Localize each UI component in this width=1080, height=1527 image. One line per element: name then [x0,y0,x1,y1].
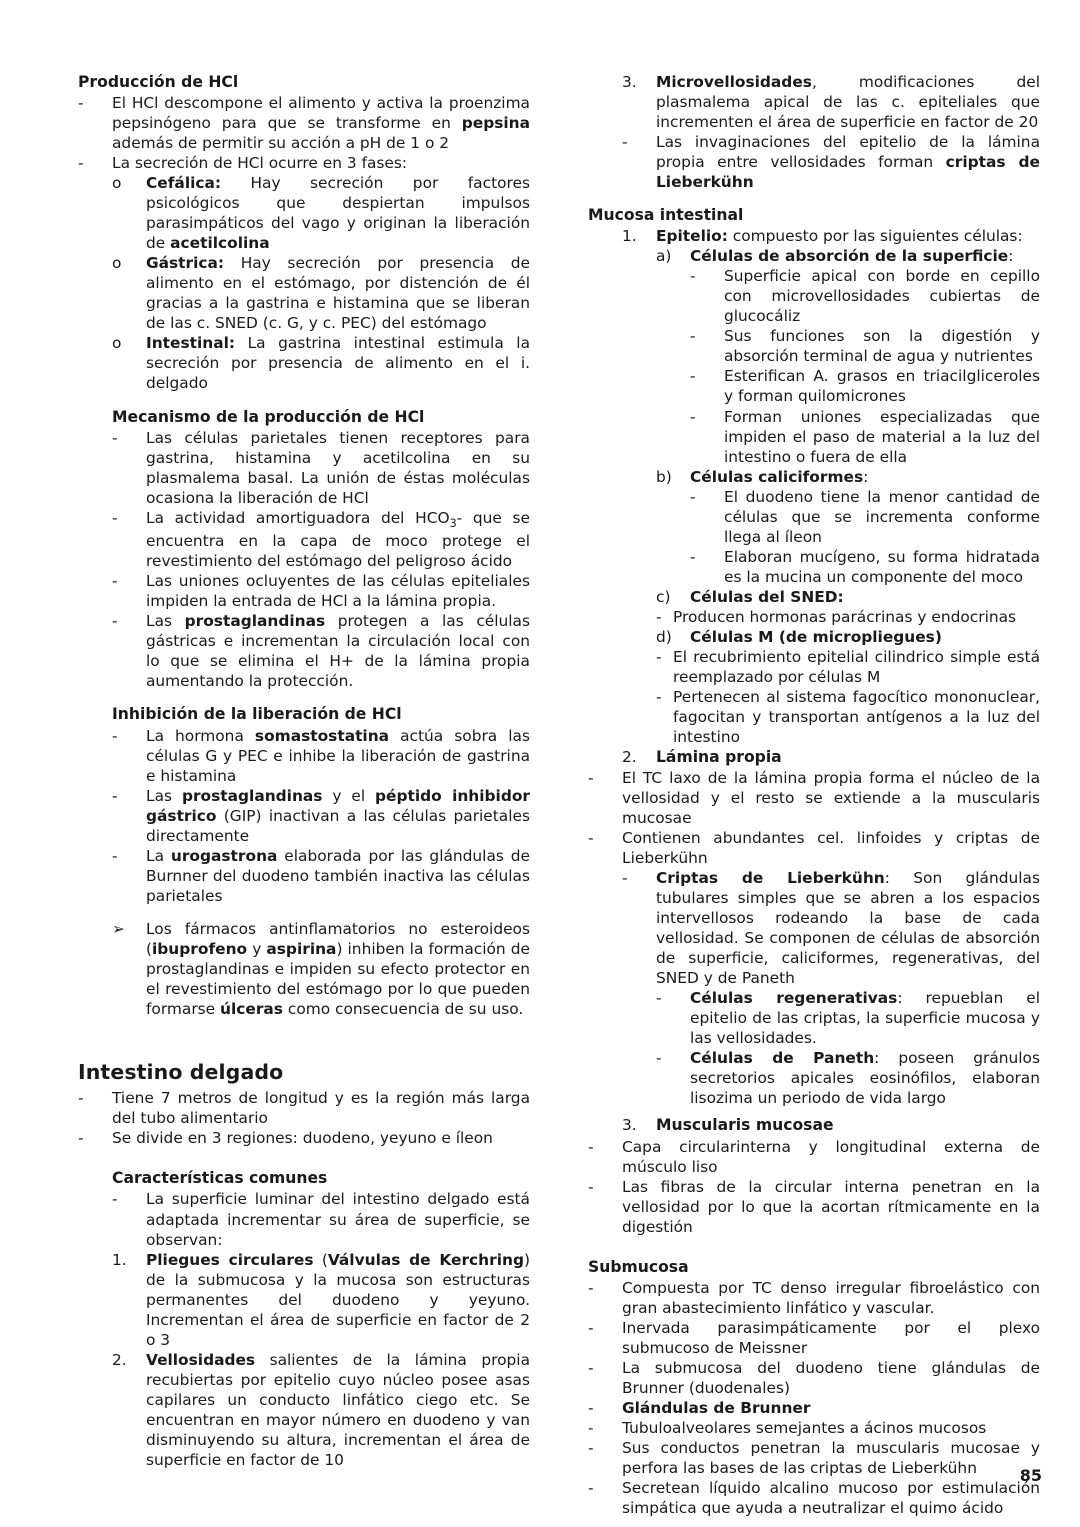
list-intestino-delgado [78,1088,530,1148]
list-item-text: Las invaginaciones del epitelio de la lámina propia entre vellosidades forman criptas de Lieberkühn [656,133,1040,192]
list-item-text: Células de Paneth: poseen gránulos secretorios apicales eosinófilos, elaboran lisozima un periodo de vida largo [690,1049,1040,1108]
list-marker: - [78,94,84,113]
cell-detail-item [588,487,1040,547]
heading-lamina-propia: Lámina propia [656,747,782,766]
list-marker: - [656,687,662,706]
left-column [78,72,530,1470]
list-item [78,571,530,611]
list-item [78,333,530,393]
list-item [588,988,1040,1048]
list-marker: - [112,846,118,865]
list-marker: - [690,367,696,386]
list-marker: - [588,829,594,848]
list-item-text: Las uniones ocluyentes de las células epiteliales impiden la entrada de HCl a la lámina propia. [146,572,530,611]
list-marker: - [622,869,628,888]
list-marker: - [78,154,84,173]
list-item-text: Pertenecen al sistema fagocítico mononuclear, fagocitan y transportan antígenos a la luz del intestino [673,687,1040,746]
cell-detail-item [588,326,1040,366]
right-column [588,72,1040,1518]
list-features-continued [588,72,1040,192]
cell-type-heading [588,627,1040,647]
spacer [588,1108,1040,1115]
list-item-text: Tiene 7 metros de longitud y es la región más larga del tubo alimentario [112,1089,530,1128]
two-column-layout [78,72,1042,1518]
list-marker: - [588,1278,594,1297]
list-item [78,1128,530,1148]
list-item-text: Células de absorción de la superficie: [690,247,1014,266]
list-item-text: Elaboran mucígeno, su forma hidratada es la mucina un componente del moco [724,547,1040,586]
item-criptas-lieberkuhn [588,868,1040,988]
list-marker: - [112,508,118,527]
list-item [78,846,530,906]
list-marker: 3. [622,73,637,91]
list-marker: - [588,1318,594,1337]
heading-produccion-de-hcl: Producción de HCl [78,73,239,91]
list-marker: - [690,407,696,426]
list-muscularis-mucosae [588,1137,1040,1237]
list-item [78,93,530,153]
list-item [78,1189,530,1249]
list-marker: o [112,334,122,353]
list-item-text: Epitelio: compuesto por las siguientes células: [656,227,1023,246]
list-item [588,1177,1040,1237]
list-item [78,153,530,173]
list-marker: - [112,612,118,631]
heading-caracteristicas-comunes: Características comunes [112,1169,328,1188]
list-marker: - [690,267,696,286]
list-item-text: Células regenerativas: repueblan el epitelio de las criptas, la superficie mucosa y las vellosidades. [690,989,1040,1048]
list-marker: o [112,254,122,273]
heading-lamina-propia-row [588,747,1040,768]
list-marker: o [112,174,122,193]
list-marker: - [656,989,662,1008]
list-hcl-production [78,93,530,173]
list-lamina-propia [588,768,1040,868]
spacer [588,1237,1040,1257]
list-item [588,1048,1040,1108]
list-item-text: Células del SNED: [690,587,844,606]
list-item [78,786,530,846]
list-item-text: Secretean líquido alcalino mucoso por estimulación simpática que ayuda a neutralizar el quimo ácido [622,1479,1040,1518]
spacer [78,906,530,919]
list-item [588,1318,1040,1358]
cell-detail-item [588,607,1040,627]
list-item-text: Forman uniones especializadas que impiden el paso de material a la luz del intestino o fuera de ella [724,407,1040,466]
list-marker: - [588,1358,594,1377]
list-item [588,768,1040,828]
heading-mucosa-intestinal: Mucosa intestinal [588,206,744,225]
list-item [588,1358,1040,1398]
list-item-text: Las fibras de la circular interna penetran en la vellosidad por lo que la acortan rítmicamente en la digestión [622,1177,1040,1236]
list-item [78,173,530,253]
heading-mecanismo-produccion-hcl: Mecanismo de la producción de HCl [112,407,425,426]
list-marker: c) [656,587,671,606]
list-item-text: El HCl descompone el alimento y activa la proenzima pepsinógeno para que se transforme en pepsina además de permitir su acción a pH de 1 o 2 [112,94,530,153]
list-item-text: La actividad amortiguadora del $HCO_3-$ que se encuentra en la capa de moco protege el revestimiento del estómago del peligroso ácido [146,508,530,571]
list-item-text: Glándulas de Brunner [622,1399,811,1417]
list-marker: d) [656,627,672,646]
list-item [588,1478,1040,1518]
heading-inhibicion-liberacion-hcl: Inhibición de la liberación de HCl [112,705,402,724]
list-marker: - [690,327,696,346]
list-marker: - [588,769,594,788]
list-marker: - [690,487,696,506]
list-item [78,253,530,333]
list-item-text: La urogastrona elaborada por las glándulas de Burnner del duodeno también inactiva las células parietales [146,846,530,905]
list-item [588,72,1040,132]
list-marker: - [112,572,118,591]
list-item-text: La secreción de HCl ocurre en 3 fases: [112,154,408,173]
list-marker: ➢ [112,919,125,938]
list-item [78,1350,530,1470]
list-marker: - [112,1190,118,1209]
list-item [588,1438,1040,1478]
list-criptas-subitems [588,988,1040,1108]
list-item-text: Gástrica: Hay secreción por presencia de alimento en el estómago, por distención de él gracias a la gastrina e histamina que se liberan de las c. SNED (c. G, y c. PEC) del estómago [146,254,530,333]
list-marker: - [78,1089,84,1108]
list-item-text: Contienen abundantes cel. linfoides y criptas de Lieberkühn [622,829,1040,868]
list-marker: 1. [622,227,637,246]
cell-detail-item [588,407,1040,467]
list-marker: - [656,647,662,666]
list-marker: - [112,428,118,447]
list-item-text: Superficie apical con borde en cepillo con microvellosidades cubiertas de glucocáliz [724,267,1040,326]
list-item-text: Las prostaglandinas y el péptido inhibidor gástrico (GIP) inactivan a las células parietales directamente [146,786,531,845]
list-item-text: Las prostaglandinas protegen a las células gástricas e incrementan la circulación local con lo que se elimina el H+ de la lámina propia aumentando la protección. [146,612,530,691]
list-item [78,611,530,691]
cell-detail-item [588,687,1040,747]
cell-type-heading [588,587,1040,607]
list-item-text: Esterifican A. grasos en triacilgliceroles y forman quilomicrones [724,367,1040,406]
epithelium-cells [588,246,1040,746]
heading-intestino-delgado: Intestino delgado [78,1059,284,1084]
list-submucosa [588,1278,1040,1518]
heading-muscularis-mucosae-row [588,1115,1040,1136]
list-item-text: Tubuloalveolares semejantes a ácinos mucosos [622,1419,987,1438]
list-item-text: Capa circularinterna y longitudinal externa de músculo liso [622,1137,1040,1176]
list-marker: - [656,1049,662,1068]
list-marker: - [588,1439,594,1458]
list-item [78,1250,530,1350]
list-item-text: El TC laxo de la lámina propia forma el núcleo de la vellosidad y el resto se extiende a la muscularis mucosae [622,769,1040,828]
list-hcl-mechanism [78,428,530,692]
spacer [78,394,530,407]
list-marker: - [690,547,696,566]
spacer [78,1148,530,1168]
spacer [78,1019,530,1059]
list-item-text: Microvellosidades, modificaciones del plasmalema apical de las c. epiteliales que incrementen el área de superficie en factor de 20 [656,73,1040,132]
list-caracteristicas-comunes [78,1189,530,1469]
list-item-text: Pliegues circulares (Válvulas de Kerchring) de la submucosa y la mucosa son estructuras permanentes del duodeno y yeyuno. Incrementan el área de superficie en factor de 2 o 3 [146,1250,530,1349]
list-item [588,132,1040,192]
list-item [78,726,530,786]
list-marker: - [588,1399,594,1417]
list-item [78,919,530,1019]
list-marker: 2. [622,747,637,766]
list-item [78,428,530,508]
list-marker: 3. [622,1116,637,1135]
list-marker: 2. [112,1350,127,1369]
list-item-text: La submucosa del duodeno tiene glándulas de Brunner (duodenales) [622,1358,1040,1397]
list-item-text: Células caliciformes: [690,467,869,486]
spacer [588,192,1040,205]
list-item-text: Células M (de micropliegues) [690,627,942,646]
cell-detail-item [588,266,1040,326]
list-item [588,828,1040,868]
list-marker: - [588,1419,594,1438]
cell-detail-item [588,366,1040,406]
list-item [588,1398,1040,1418]
list-item-text: Criptas de Lieberkühn: Son glándulas tubulares simples que se abren a los espacios intervellosos rodeando la base de cada vellosidad. Se componen de células de absorción de superficie, caliciformes, regenerativas, del SNED y de Paneth [656,869,1040,988]
heading-submucosa: Submucosa [588,1257,689,1276]
list-item-text: Producen hormonas parácrinas y endocrinas [673,607,1017,626]
list-item [588,1137,1040,1177]
item-epitelio [588,226,1040,246]
list-marker: - [622,133,628,152]
list-marker: - [78,1129,84,1148]
list-marker: b) [656,467,672,486]
list-marker: a) [656,247,672,266]
list-item-text: Se divide en 3 regiones: duodeno, yeyuno e íleon [112,1129,493,1148]
cell-detail-item [588,547,1040,587]
list-item-text: Vellosidades salientes de la lámina propia recubiertas por epitelio cuyo núcleo posee asas capilares un conducto linfático ciego etc. Se encuentran en mayor número en duodeno y van disminuyendo su altura, incrementan el área de superficie en factor de 10 [146,1350,530,1469]
list-item-text: Los fármacos antinflamatorios no esteroideos (ibuprofeno y aspirina) inhiben la formación de prostaglandinas e impiden su efecto protector en el revestimiento del estómago por lo que pueden formarse úlceras como consecuencia de su uso. [146,919,530,1018]
list-marker: - [588,1137,594,1156]
list-hcl-inhibition [78,726,530,906]
list-item [78,1088,530,1128]
list-marker: - [112,726,118,745]
list-marker: - [588,1479,594,1498]
list-item-text: El duodeno tiene la menor cantidad de células que se incrementa conforme llega al íleon [724,487,1040,546]
list-item-text: Sus conductos penetran la muscularis mucosae y perfora las bases de las criptas de Lieberkühn [622,1439,1040,1478]
spacer [78,691,530,704]
list-marker: 1. [112,1250,127,1269]
list-item-text: Las células parietales tienen receptores para gastrina, histamina y acetilcolina en su plasmalema basal. La unión de éstas moléculas ocasiona la liberación de HCl [146,428,530,507]
list-item [588,1278,1040,1318]
list-item [588,868,1040,988]
list-item-text: Compuesta por TC denso irregular fibroelástico con gran abastecimiento linfático y vascular. [622,1278,1040,1317]
list-marker: - [656,607,662,626]
page-number: 85 [1019,1466,1042,1485]
list-item-text: Sus funciones son la digestión y absorción terminal de agua y nutrientes [724,327,1040,366]
list-item [588,226,1040,246]
list-item-text: La hormona somastostatina actúa sobra las células G y PEC e inhibe la liberación de gastrina e histamina [146,726,530,785]
cell-type-heading [588,467,1040,487]
list-item [78,508,530,572]
heading-muscularis-mucosae: Muscularis mucosae [656,1116,834,1135]
cell-detail-item [588,647,1040,687]
list-item [588,1418,1040,1438]
list-item-text: La superficie luminar del intestino delgado está adaptada incrementar su área de superficie, se observan: [146,1190,530,1249]
list-item-text: El recubrimiento epitelial cilindrico simple está reemplazado por células M [673,647,1040,686]
list-item-text: Inervada parasimpáticamente por el plexo submucoso de Meissner [622,1318,1040,1357]
note-nsaid [78,919,530,1019]
list-marker: - [588,1177,594,1196]
list-hcl-phases [78,173,530,393]
list-marker: - [112,786,118,805]
list-item-text: Cefálica: Hay secreción por factores psicológicos que despiertan impulsos parasimpáticos del vago y originan la liberación de acetilcolina [146,174,530,253]
cell-type-heading [588,246,1040,266]
list-item-text: Intestinal: La gastrina intestinal estimula la secreción por presencia de alimento en el i. delgado [146,334,530,393]
